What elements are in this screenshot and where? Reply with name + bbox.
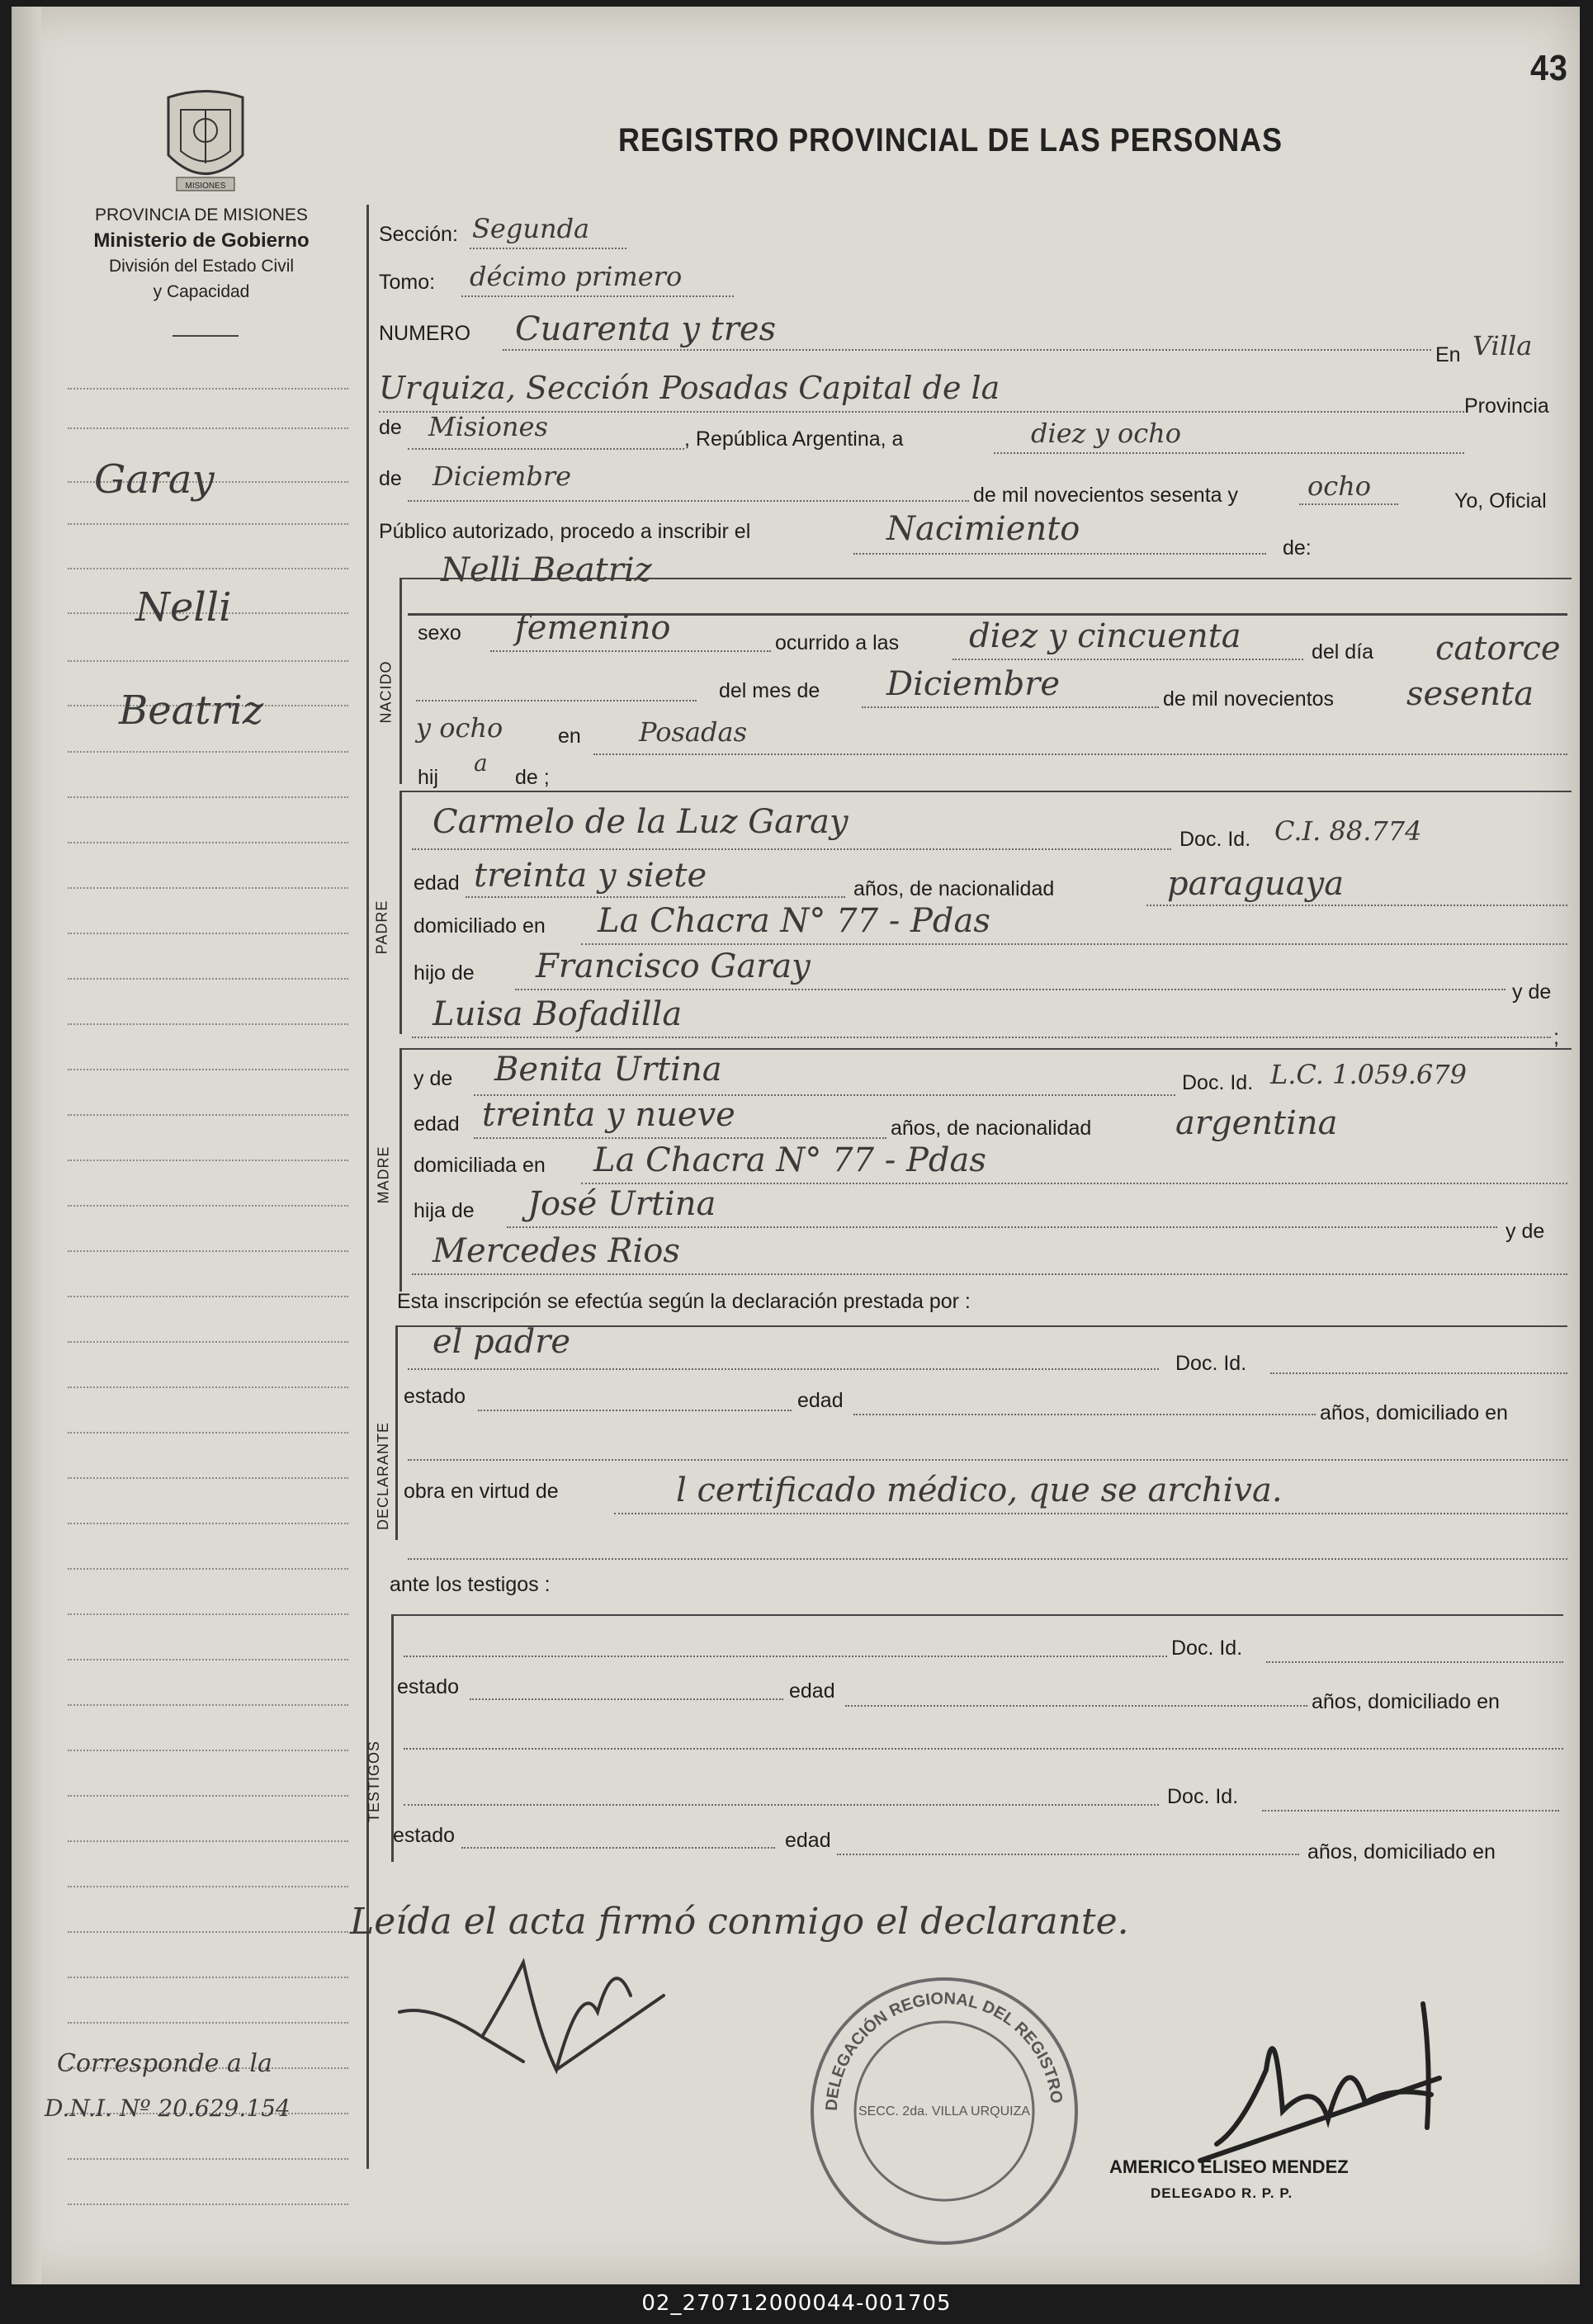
- declarante-bracket: [395, 1325, 398, 1540]
- label-de: de: [379, 416, 402, 439]
- margin-note-line1: Corresponde a la: [57, 2049, 272, 2078]
- nacido-bracket: [399, 578, 402, 784]
- value-lugar-2: Urquiza, Sección Posadas Capital de la: [379, 370, 1000, 406]
- value-anio-nac-1: sesenta: [1406, 675, 1534, 713]
- value-hora: diez y cincuenta: [969, 617, 1241, 655]
- madre-y-de-label: y de: [1506, 1220, 1545, 1243]
- label-provincia: Provincia: [1464, 394, 1549, 418]
- section-madre: MADRE: [375, 1145, 392, 1204]
- declarante-anios-label: años, domiciliado en: [1320, 1401, 1508, 1424]
- label-esta-inscripcion: Esta inscripción se efectúa según la declaración prestada por :: [397, 1290, 971, 1313]
- page-binding: [12, 7, 41, 2284]
- madre-nacionalidad: argentina: [1175, 1104, 1338, 1142]
- declarante-edad-label: edad: [797, 1389, 844, 1412]
- value-tomo: décimo primero: [470, 261, 683, 292]
- stamp-outer-text: DELEGACIÓN REGIONAL DEL REGISTRO: [822, 1989, 1066, 2112]
- value-mes: Diciembre: [433, 461, 572, 492]
- padre-edad: treinta y siete: [474, 857, 707, 895]
- org-line-division: División del Estado Civil: [108, 257, 295, 276]
- value-dia-nac: catorce: [1435, 630, 1561, 668]
- padre-padre: Francisco Garay: [536, 947, 811, 985]
- margin-surname: Garay: [94, 456, 215, 503]
- declarante-estado-label: estado: [404, 1385, 466, 1408]
- madre-madre: Mercedes Rios: [433, 1232, 680, 1270]
- padre-nombre: Carmelo de la Luz Garay: [433, 803, 848, 841]
- org-line-ministry: Ministerio de Gobierno: [93, 229, 310, 252]
- value-nombre: Nelli Beatriz: [441, 551, 652, 589]
- madre-nac-label: años, de nacionalidad: [891, 1117, 1092, 1140]
- padre-edad-label: edad: [414, 872, 460, 895]
- label-hij: hij: [418, 766, 439, 789]
- provincial-seal-icon: [160, 85, 251, 201]
- section-nacido: NACIDO: [377, 660, 395, 724]
- value-mes-nac: Diciembre: [886, 665, 1061, 703]
- madre-doc-label: Doc. Id.: [1182, 1071, 1254, 1094]
- value-sexo: femenino: [515, 609, 671, 647]
- label-de-mil: de mil novecientos sesenta y: [973, 484, 1239, 507]
- label-numero: NUMERO: [379, 322, 471, 345]
- label-ante-testigos: ante los testigos :: [390, 1573, 551, 1596]
- testigo1-doc-label: Doc. Id.: [1171, 1637, 1243, 1660]
- section-testigos: TESTIGOS: [366, 1740, 383, 1823]
- official-stamp-icon: [804, 1971, 1085, 2251]
- label-hij-de: de ;: [515, 766, 550, 789]
- label-en: En: [1435, 343, 1461, 366]
- label-ocurrido: ocurrido a las: [775, 631, 900, 654]
- padre-hijo-label: hijo de: [414, 961, 475, 985]
- label-en2: en: [558, 725, 581, 748]
- page-title: REGISTRO PROVINCIAL DE LAS PERSONAS: [618, 122, 1283, 158]
- value-obra: l certificado médico, que se archiva.: [676, 1471, 1283, 1509]
- testigo2-doc-label: Doc. Id.: [1167, 1785, 1239, 1808]
- testigos-top-rule: [391, 1614, 1563, 1616]
- padre-nacionalidad: paraguaya: [1167, 865, 1345, 903]
- record-page: [12, 7, 1580, 2284]
- value-acto: Nacimiento: [886, 510, 1080, 548]
- org-line-province: PROVINCIA DE MISIONES: [95, 205, 308, 224]
- label-de-mil-nov: de mil novecientos: [1163, 687, 1335, 711]
- closing-statement: Leída el acta firmó conmigo el declarante.: [350, 1901, 1129, 1943]
- padre-madre: Luisa Bofadilla: [433, 995, 683, 1033]
- padre-doc: C.I. 88.774: [1274, 815, 1422, 847]
- label-seccion: Sección:: [379, 223, 458, 246]
- testigo2-estado-label: estado: [393, 1824, 456, 1847]
- header-rule: [173, 335, 239, 337]
- padre-semicolon: ;: [1553, 1026, 1559, 1049]
- testigo2-edad-label: edad: [785, 1829, 831, 1852]
- label-obra: obra en virtud de: [404, 1480, 559, 1503]
- section-declarante: DECLARANTE: [375, 1421, 392, 1531]
- madre-top-rule: [399, 1048, 1572, 1050]
- value-numero: Cuarenta y tres: [515, 310, 777, 348]
- value-hij-suffix: a: [474, 749, 488, 777]
- madre-padre: José Urtina: [527, 1185, 716, 1223]
- declarante-doc-label: Doc. Id.: [1175, 1352, 1247, 1375]
- margin-note-line2: D.N.I. Nº 20.629.154: [45, 2095, 291, 2122]
- madre-domicilio: La Chacra N° 77 - Pdas: [593, 1141, 986, 1179]
- margin-second-name: Beatriz: [119, 687, 264, 734]
- margin-first-name: Nelli: [135, 584, 232, 631]
- testigo1-anios-label: años, domiciliado en: [1312, 1690, 1500, 1713]
- value-anio-nac-2: y ocho: [416, 712, 503, 744]
- main-divider: [366, 205, 369, 2169]
- label-del-dia: del día: [1312, 640, 1374, 664]
- label-yo-oficial: Yo, Oficial: [1454, 489, 1547, 513]
- declarante-top-rule: [395, 1325, 1567, 1327]
- madre-y-de-label: y de: [414, 1067, 453, 1090]
- org-line-capacity: y Capacidad: [153, 282, 250, 301]
- stamp-inner-text: SECC. 2da. VILLA URQUIZA: [858, 2104, 1031, 2119]
- madre-doc: L.C. 1.059.679: [1270, 1059, 1467, 1090]
- value-anio: ocho: [1307, 470, 1372, 502]
- value-lugar-nac: Posadas: [639, 716, 747, 748]
- madre-edad-label: edad: [414, 1112, 460, 1136]
- padre-nac-label: años, de nacionalidad: [853, 877, 1055, 900]
- madre-hija-label: hija de: [414, 1199, 475, 1222]
- padre-doc-label: Doc. Id.: [1179, 828, 1251, 851]
- section-padre: PADRE: [373, 900, 390, 955]
- image-filename: 02_270712000044-001705: [641, 2291, 952, 2316]
- padre-bracket: [399, 791, 402, 1034]
- label-republica: , República Argentina, a: [684, 427, 904, 451]
- official-signature-icon: [1184, 1987, 1481, 2177]
- label-de-colon: de:: [1283, 536, 1312, 560]
- value-dia: diez y ocho: [1031, 418, 1181, 449]
- label-tomo: Tomo:: [379, 271, 436, 294]
- value-lugar-1: Villa: [1472, 330, 1533, 361]
- label-sexo: sexo: [418, 621, 461, 645]
- label-del-mes: del mes de: [719, 679, 820, 702]
- madre-edad: treinta y nueve: [482, 1096, 735, 1134]
- declarante-nombre: el padre: [433, 1323, 571, 1361]
- page-number: 43: [1530, 48, 1568, 88]
- label-publico: Público autorizado, procedo a inscribir el: [379, 520, 751, 543]
- padre-dom-label: domiciliado en: [414, 914, 546, 938]
- testigo2-anios-label: años, domiciliado en: [1307, 1840, 1496, 1863]
- testigo1-estado-label: estado: [397, 1675, 460, 1698]
- madre-nombre: Benita Urtina: [494, 1051, 722, 1089]
- padre-top-rule: [399, 791, 1572, 792]
- testigo1-edad-label: edad: [789, 1679, 835, 1703]
- padre-domicilio: La Chacra N° 77 - Pdas: [598, 902, 990, 940]
- seal-label: MISIONES: [185, 182, 226, 191]
- value-seccion: Segunda: [472, 213, 590, 244]
- label-de2: de: [379, 467, 402, 490]
- official-title: DELEGADO R. P. P.: [1151, 2185, 1293, 2201]
- declarant-signature-icon: [383, 1946, 680, 2111]
- official-name: AMERICO ELISEO MENDEZ: [1109, 2156, 1349, 2177]
- madre-dom-label: domiciliada en: [414, 1154, 546, 1177]
- value-provincia: Misiones: [428, 411, 548, 442]
- padre-y-de-label: y de: [1512, 980, 1552, 1004]
- madre-bracket: [399, 1048, 402, 1292]
